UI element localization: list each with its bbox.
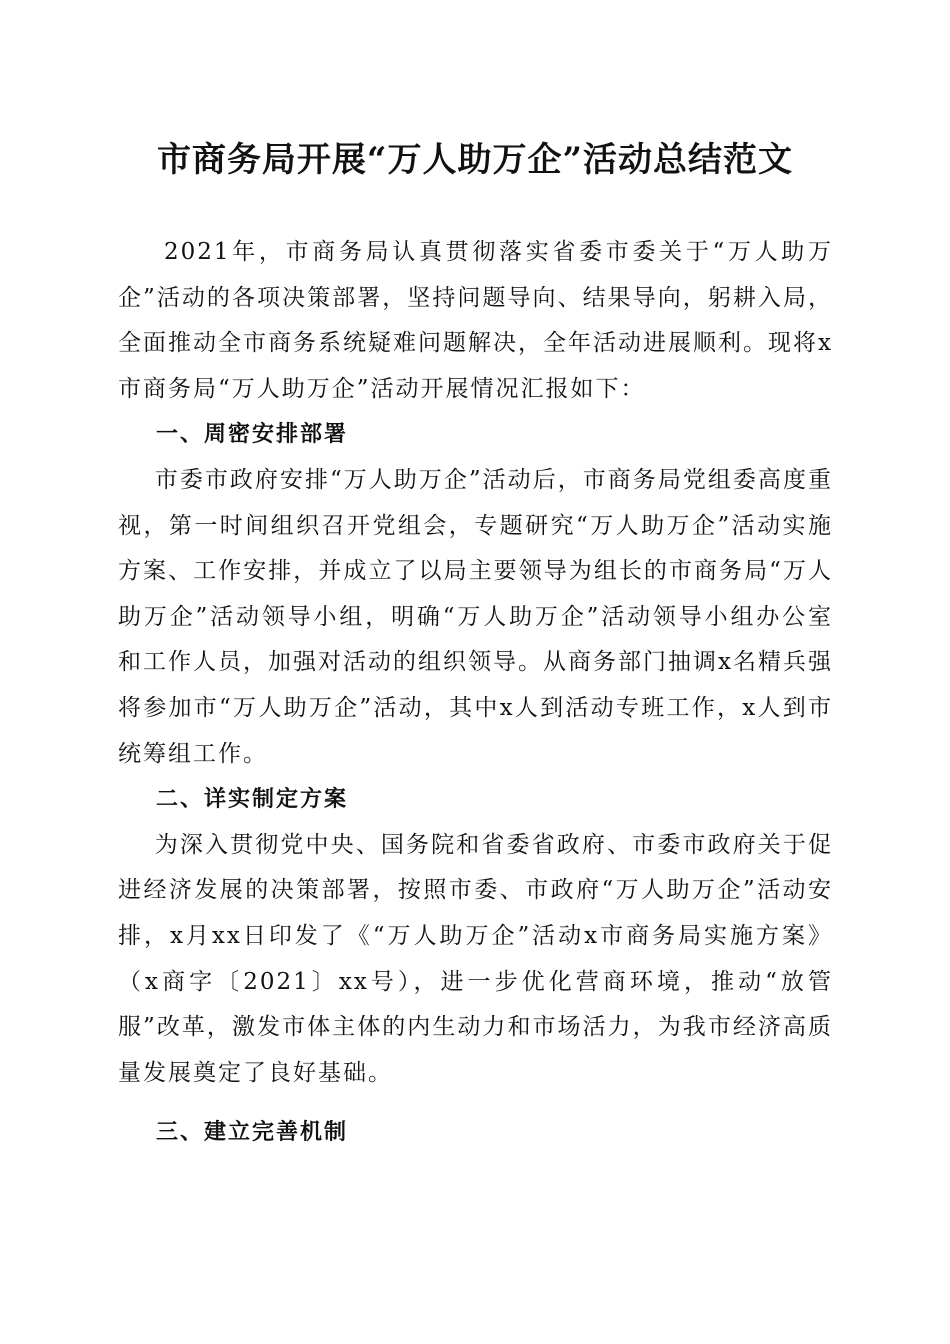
section-body-1: 市委市政府安排“万人助万企”活动后，市商务局党组委高度重视，第一时间组织召开党组会，专题研究“万人助万企”活动实施方案、工作安排，并成立了以局主要领导为组长的市商务局“万人助万企”活动领导小组，明确“万人助万企”活动领导小组办公室和工作人员，加强对活动的组织领导。从商务部门抽调x名精兵强将参加市“万人助万企”活动，其中x人到活动专班工作，x人到市统筹组工作。: [118, 466, 833, 767]
section-heading-1: 一、周密安排部署: [156, 422, 349, 448]
section-body-2: 为深入贯彻党中央、国务院和省委省政府、市委市政府关于促进经济发展的决策部署，按照市委、市政府“万人助万企”活动安排，x月xx日印发了《“万人助万企”活动x市商务局实施方案》（x商字〔2021〕xx号），进一步优化营商环境，推动“放管服”改革，激发市体主体的内生动力和市场活力，为我市经济高质量发展奠定了良好基础。: [118, 831, 833, 1086]
document-title: 市商务局开展“万人助万企”活动总结范文: [156, 140, 794, 180]
section-heading-2: 二、详实制定方案: [156, 787, 349, 813]
document-body: [118, 230, 833, 1156]
section-heading-3: 三、建立完善机制: [156, 1120, 349, 1146]
intro-paragraph: 2021年，市商务局认真贯彻落实省委市委关于“万人助万企”活动的各项决策部署，坚持问题导向、结果导向，躬耕入局，全面推动全市商务系统疑难问题解决，全年活动进展顺利。现将x市商务局“万人助万企”活动开展情况汇报如下：: [118, 239, 833, 402]
